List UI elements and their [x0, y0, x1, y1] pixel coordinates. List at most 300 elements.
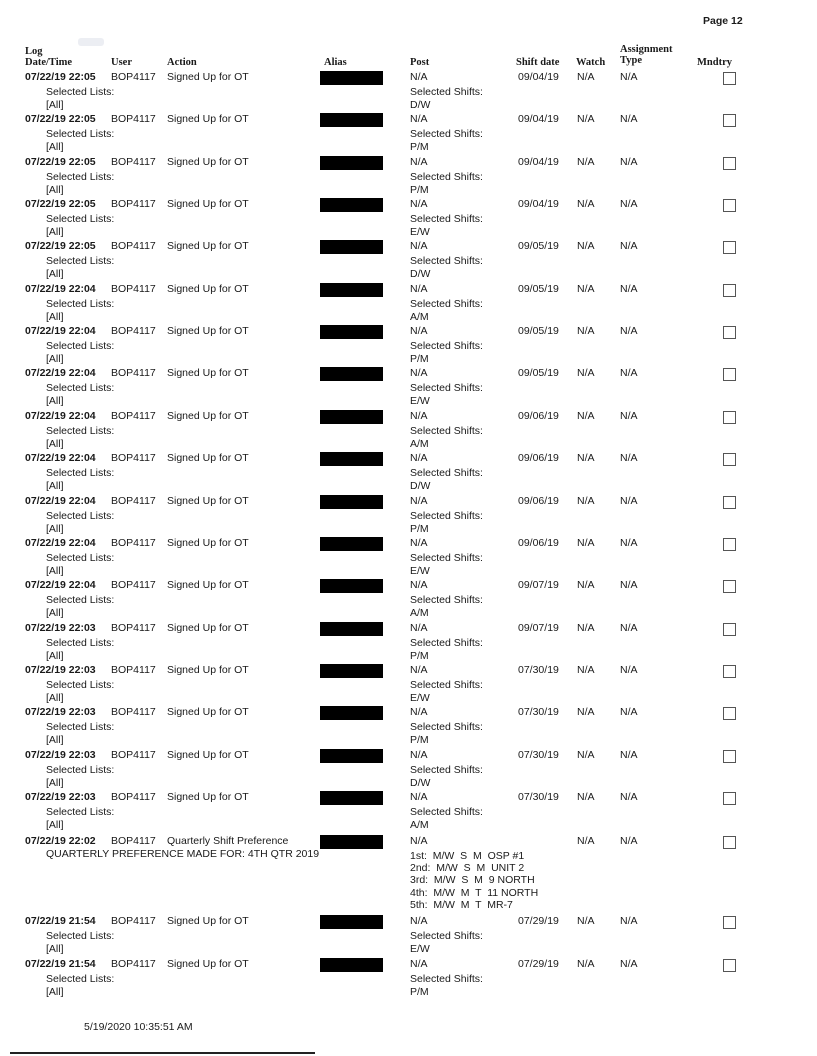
log-action: Signed Up for OT [167, 71, 249, 83]
log-datetime: 07/22/19 22:03 [25, 790, 96, 803]
log-shift-date: 09/04/19 [518, 113, 559, 126]
selected-lists-value: [All] [46, 985, 64, 998]
log-user: BOP4117 [111, 494, 156, 507]
log-user: BOP4117 [111, 790, 156, 803]
selected-lists-label: Selected Lists: [46, 297, 115, 310]
selected-shifts-label: Selected Shifts: [410, 636, 483, 649]
log-assignment-type: N/A [620, 198, 638, 211]
log-watch: N/A [577, 71, 595, 83]
selected-shifts-value: A/M [410, 437, 429, 450]
selected-lists-value: [All] [46, 943, 64, 955]
log-watch: N/A [577, 915, 595, 927]
log-user: BOP4117 [111, 663, 156, 676]
log-record [0, 156, 817, 198]
log-assignment-type: N/A [620, 367, 638, 380]
scan-smudge [78, 38, 104, 46]
selected-shifts-label: Selected Shifts: [410, 86, 483, 98]
log-watch: N/A [577, 452, 595, 465]
selected-shifts-label: Selected Shifts: [410, 467, 483, 480]
log-post: N/A [410, 663, 428, 676]
log-assignment-type: N/A [620, 536, 638, 549]
alias-redaction [320, 706, 383, 720]
header-assignment-line1: Assignment [620, 44, 673, 55]
mandatory-checkbox[interactable] [723, 241, 736, 254]
print-timestamp: 5/19/2020 10:35:51 AM [84, 1021, 193, 1033]
selected-lists-value: [All] [46, 353, 64, 366]
selected-lists-value: [All] [46, 226, 64, 239]
log-shift-date: 07/30/19 [518, 748, 559, 761]
selected-shifts-value: A/M [410, 607, 429, 620]
selected-lists-label: Selected Lists: [46, 509, 115, 522]
log-assignment-type: N/A [620, 790, 638, 803]
alias-redaction [320, 198, 383, 212]
selected-shifts-label: Selected Shifts: [410, 594, 483, 607]
log-assignment-type: N/A [620, 452, 638, 465]
selected-shifts-value: P/M [410, 985, 429, 998]
log-post: N/A [410, 367, 428, 380]
selected-shifts-value: D/W [410, 776, 431, 789]
mandatory-checkbox[interactable] [723, 750, 736, 763]
mandatory-checkbox[interactable] [723, 157, 736, 170]
selected-lists-label: Selected Lists: [46, 594, 115, 607]
log-user: BOP4117 [111, 915, 156, 927]
log-watch: N/A [577, 113, 595, 126]
header-mndtry: Mndtry [697, 57, 732, 68]
log-shift-date: 09/07/19 [518, 579, 559, 592]
log-shift-date: 09/04/19 [518, 155, 559, 168]
selected-shifts-label: Selected Shifts: [410, 255, 483, 268]
log-shift-date: 09/05/19 [518, 240, 559, 253]
mandatory-checkbox[interactable] [723, 284, 736, 297]
selected-lists-value: [All] [46, 183, 64, 196]
log-datetime: 07/22/19 22:03 [25, 663, 96, 676]
log-record [0, 240, 817, 282]
preference-line: 3rd: M/W S M 9 NORTH [410, 874, 535, 887]
mandatory-checkbox[interactable] [723, 114, 736, 127]
log-action: Signed Up for OT [167, 452, 249, 465]
log-assignment-type: N/A [620, 957, 638, 970]
log-shift-date: 09/07/19 [518, 621, 559, 634]
log-action: Signed Up for OT [167, 240, 249, 253]
quarterly-preference-note: QUARTERLY PREFERENCE MADE FOR: 4TH QTR 2019 [46, 848, 320, 860]
log-record [0, 915, 817, 957]
log-datetime: 07/22/19 22:05 [25, 113, 96, 126]
log-record [0, 410, 817, 452]
log-assignment-type: N/A [620, 113, 638, 126]
mandatory-checkbox[interactable] [723, 707, 736, 720]
log-shift-date: 09/05/19 [518, 282, 559, 295]
selected-shifts-label: Selected Shifts: [410, 509, 483, 522]
selected-shifts-value: E/W [410, 395, 430, 408]
log-record [0, 706, 817, 748]
header-post: Post [410, 57, 430, 68]
log-shift-date: 07/30/19 [518, 663, 559, 676]
mandatory-checkbox[interactable] [723, 72, 736, 85]
mandatory-checkbox[interactable] [723, 199, 736, 212]
selected-lists-value: [All] [46, 818, 64, 831]
log-watch: N/A [577, 663, 595, 676]
selected-lists-label: Selected Lists: [46, 424, 115, 437]
log-user: BOP4117 [111, 155, 156, 168]
selected-shifts-label: Selected Shifts: [410, 424, 483, 437]
log-record [0, 495, 817, 537]
alias-redaction [320, 915, 383, 929]
alias-redaction [320, 749, 383, 763]
log-record [0, 579, 817, 621]
log-post: N/A [410, 957, 428, 970]
selected-shifts-label: Selected Shifts: [410, 340, 483, 353]
mandatory-checkbox[interactable] [723, 411, 736, 424]
selected-shifts-value: E/W [410, 691, 430, 704]
log-action: Signed Up for OT [167, 325, 249, 338]
log-post: N/A [410, 409, 428, 422]
selected-shifts-label: Selected Shifts: [410, 972, 483, 985]
log-record [0, 452, 817, 494]
selected-lists-label: Selected Lists: [46, 170, 115, 183]
log-datetime: 07/22/19 22:04 [25, 536, 96, 549]
log-record [0, 325, 817, 367]
mandatory-checkbox[interactable] [723, 916, 736, 929]
selected-shifts-value: E/W [410, 943, 430, 955]
selected-lists-label: Selected Lists: [46, 763, 115, 776]
log-watch: N/A [577, 494, 595, 507]
log-datetime: 07/22/19 22:05 [25, 198, 96, 211]
selected-lists-value: [All] [46, 607, 64, 620]
log-datetime: 07/22/19 22:04 [25, 409, 96, 422]
log-record [0, 791, 817, 833]
log-datetime: 07/22/19 22:04 [25, 494, 96, 507]
mandatory-checkbox[interactable] [723, 792, 736, 805]
selected-shifts-value: P/M [410, 734, 429, 747]
alias-redaction [320, 537, 383, 551]
log-datetime: 07/22/19 21:54 [25, 915, 96, 927]
selected-lists-value: [All] [46, 522, 64, 535]
log-post: N/A [410, 282, 428, 295]
log-record [0, 71, 817, 113]
selected-shifts-value: P/M [410, 183, 429, 196]
log-record [0, 622, 817, 664]
log-watch: N/A [577, 706, 595, 719]
log-watch: N/A [577, 282, 595, 295]
log-post: N/A [410, 835, 428, 847]
log-shift-date: 09/04/19 [518, 198, 559, 211]
log-post: N/A [410, 748, 428, 761]
log-action: Signed Up for OT [167, 706, 249, 719]
selected-shifts-value: P/M [410, 522, 429, 535]
mandatory-checkbox[interactable] [723, 580, 736, 593]
log-action: Signed Up for OT [167, 957, 249, 970]
log-assignment-type: N/A [620, 621, 638, 634]
log-datetime: 07/22/19 21:54 [25, 957, 96, 970]
log-watch: N/A [577, 155, 595, 168]
selected-shifts-value: E/W [410, 226, 430, 239]
log-action: Signed Up for OT [167, 113, 249, 126]
alias-redaction [320, 579, 383, 593]
log-user: BOP4117 [111, 282, 156, 295]
preference-line: 5th: M/W M T MR-7 [410, 898, 513, 911]
log-record [0, 113, 817, 155]
selected-lists-label: Selected Lists: [46, 128, 115, 141]
log-datetime: 07/22/19 22:04 [25, 325, 96, 338]
selected-lists-value: [All] [46, 691, 64, 704]
log-action: Signed Up for OT [167, 915, 249, 927]
selected-shifts-value: P/M [410, 141, 429, 154]
selected-shifts-label: Selected Shifts: [410, 297, 483, 310]
log-shift-date: 09/06/19 [518, 409, 559, 422]
selected-lists-value: [All] [46, 395, 64, 408]
alias-redaction [320, 240, 383, 254]
log-assignment-type: N/A [620, 748, 638, 761]
selected-shifts-value: P/M [410, 353, 429, 366]
log-assignment-type: N/A [620, 282, 638, 295]
mandatory-checkbox[interactable] [723, 959, 736, 972]
log-action: Signed Up for OT [167, 155, 249, 168]
log-post: N/A [410, 915, 428, 927]
selected-shifts-label: Selected Shifts: [410, 805, 483, 818]
log-user: BOP4117 [111, 579, 156, 592]
log-action: Signed Up for OT [167, 621, 249, 634]
log-action: Signed Up for OT [167, 409, 249, 422]
log-watch: N/A [577, 748, 595, 761]
log-post: N/A [410, 452, 428, 465]
log-post: N/A [410, 621, 428, 634]
log-action: Signed Up for OT [167, 198, 249, 211]
selected-lists-label: Selected Lists: [46, 213, 115, 226]
log-assignment-type: N/A [620, 325, 638, 338]
alias-redaction [320, 410, 383, 424]
selected-shifts-value: E/W [410, 564, 430, 577]
log-user: BOP4117 [111, 706, 156, 719]
selected-lists-value: [All] [46, 734, 64, 747]
log-user: BOP4117 [111, 325, 156, 338]
alias-redaction [320, 325, 383, 339]
selected-lists-label: Selected Lists: [46, 805, 115, 818]
log-post: N/A [410, 706, 428, 719]
log-assignment-type: N/A [620, 706, 638, 719]
alias-redaction [320, 283, 383, 297]
log-action: Quarterly Shift Preference [167, 835, 289, 847]
selected-lists-value: [All] [46, 310, 64, 323]
selected-lists-value: [All] [46, 776, 64, 789]
selected-lists-value: [All] [46, 437, 64, 450]
selected-shifts-label: Selected Shifts: [410, 678, 483, 691]
mandatory-checkbox[interactable] [723, 326, 736, 339]
selected-shifts-value: A/M [410, 818, 429, 831]
log-watch: N/A [577, 325, 595, 338]
selected-shifts-value: A/M [410, 310, 429, 323]
header-watch: Watch [576, 57, 606, 68]
selected-lists-label: Selected Lists: [46, 255, 115, 268]
log-user: BOP4117 [111, 198, 156, 211]
footer-rule [10, 1052, 315, 1054]
log-record-preference [0, 835, 817, 913]
log-assignment-type: N/A [620, 579, 638, 592]
log-watch: N/A [577, 536, 595, 549]
log-user: BOP4117 [111, 240, 156, 253]
log-watch: N/A [577, 790, 595, 803]
selected-lists-label: Selected Lists: [46, 636, 115, 649]
selected-lists-label: Selected Lists: [46, 467, 115, 480]
selected-shifts-label: Selected Shifts: [410, 128, 483, 141]
log-datetime: 07/22/19 22:05 [25, 71, 96, 83]
alias-redaction [320, 71, 383, 85]
log-shift-date: 07/30/19 [518, 790, 559, 803]
log-action: Signed Up for OT [167, 748, 249, 761]
selected-shifts-label: Selected Shifts: [410, 930, 483, 942]
log-user: BOP4117 [111, 113, 156, 126]
log-datetime: 07/22/19 22:04 [25, 452, 96, 465]
selected-shifts-label: Selected Shifts: [410, 763, 483, 776]
log-post: N/A [410, 155, 428, 168]
log-watch: N/A [577, 409, 595, 422]
alias-redaction [320, 156, 383, 170]
log-datetime: 07/22/19 22:03 [25, 706, 96, 719]
log-record [0, 958, 817, 1000]
log-assignment-type: N/A [620, 915, 638, 927]
selected-lists-value: [All] [46, 649, 64, 662]
header-assignment-type: Type [620, 55, 642, 66]
alias-redaction [320, 113, 383, 127]
log-assignment-type: N/A [620, 835, 638, 847]
log-watch: N/A [577, 835, 595, 847]
alias-redaction [320, 367, 383, 381]
log-action: Signed Up for OT [167, 790, 249, 803]
log-post: N/A [410, 494, 428, 507]
log-record [0, 537, 817, 579]
alias-redaction [320, 622, 383, 636]
log-action: Signed Up for OT [167, 579, 249, 592]
selected-shifts-value: D/W [410, 268, 431, 281]
selected-lists-value: [All] [46, 268, 64, 281]
log-datetime: 07/22/19 22:03 [25, 621, 96, 634]
log-post: N/A [410, 113, 428, 126]
log-post: N/A [410, 579, 428, 592]
log-assignment-type: N/A [620, 494, 638, 507]
header-datetime: Date/Time [25, 57, 73, 68]
log-shift-date: 09/06/19 [518, 452, 559, 465]
log-datetime: 07/22/19 22:03 [25, 748, 96, 761]
log-user: BOP4117 [111, 367, 156, 380]
log-post: N/A [410, 71, 428, 83]
selected-shifts-label: Selected Shifts: [410, 213, 483, 226]
alias-redaction [320, 791, 383, 805]
log-record [0, 664, 817, 706]
log-shift-date: 07/29/19 [518, 915, 559, 927]
log-watch: N/A [577, 240, 595, 253]
selected-shifts-value: D/W [410, 480, 431, 493]
alias-redaction [320, 958, 383, 972]
log-user: BOP4117 [111, 71, 156, 83]
log-shift-date: 07/30/19 [518, 706, 559, 719]
alias-redaction [320, 495, 383, 509]
log-watch: N/A [577, 957, 595, 970]
header-log-line1: Log [25, 46, 43, 57]
mandatory-checkbox[interactable] [723, 665, 736, 678]
log-user: BOP4117 [111, 536, 156, 549]
log-user: BOP4117 [111, 835, 156, 847]
selected-lists-label: Selected Lists: [46, 721, 115, 734]
log-datetime: 07/22/19 22:04 [25, 579, 96, 592]
header-user: User [111, 57, 132, 68]
alias-redaction [320, 664, 383, 678]
selected-lists-label: Selected Lists: [46, 678, 115, 691]
selected-lists-value: [All] [46, 99, 64, 111]
log-datetime: 07/22/19 22:04 [25, 282, 96, 295]
log-user: BOP4117 [111, 409, 156, 422]
log-action: Signed Up for OT [167, 282, 249, 295]
preference-line: 1st: M/W S M OSP #1 [410, 850, 525, 862]
log-post: N/A [410, 536, 428, 549]
log-user: BOP4117 [111, 452, 156, 465]
log-shift-date: 07/29/19 [518, 957, 559, 970]
alias-redaction [320, 452, 383, 466]
selected-lists-label: Selected Lists: [46, 382, 115, 395]
selected-shifts-label: Selected Shifts: [410, 170, 483, 183]
log-watch: N/A [577, 621, 595, 634]
log-user: BOP4117 [111, 621, 156, 634]
mandatory-checkbox[interactable] [723, 623, 736, 636]
log-post: N/A [410, 325, 428, 338]
selected-shifts-label: Selected Shifts: [410, 551, 483, 564]
selected-lists-label: Selected Lists: [46, 551, 115, 564]
log-datetime: 07/22/19 22:05 [25, 240, 96, 253]
header-alias: Alias [324, 57, 347, 68]
header-shift-date: Shift date [516, 57, 560, 68]
log-record [0, 749, 817, 791]
log-shift-date: 09/04/19 [518, 71, 559, 83]
selected-lists-label: Selected Lists: [46, 340, 115, 353]
preference-line: 4th: M/W M T 11 NORTH [410, 886, 539, 899]
mandatory-checkbox[interactable] [723, 836, 736, 849]
log-watch: N/A [577, 367, 595, 380]
log-datetime: 07/22/19 22:04 [25, 367, 96, 380]
log-post: N/A [410, 240, 428, 253]
log-shift-date: 09/05/19 [518, 325, 559, 338]
mandatory-checkbox[interactable] [723, 368, 736, 381]
selected-lists-label: Selected Lists: [46, 972, 115, 985]
page-number: Page 12 [703, 15, 743, 27]
selected-lists-label: Selected Lists: [46, 930, 115, 942]
log-action: Signed Up for OT [167, 536, 249, 549]
log-user: BOP4117 [111, 957, 156, 970]
mandatory-checkbox[interactable] [723, 496, 736, 509]
log-shift-date: 09/06/19 [518, 494, 559, 507]
log-post: N/A [410, 790, 428, 803]
log-watch: N/A [577, 198, 595, 211]
log-assignment-type: N/A [620, 71, 638, 83]
log-action: Signed Up for OT [167, 663, 249, 676]
log-record [0, 367, 817, 409]
alias-redaction [320, 835, 383, 849]
header-action: Action [167, 57, 197, 68]
selected-lists-value: [All] [46, 480, 64, 493]
log-datetime: 07/22/19 22:02 [25, 835, 96, 847]
selected-lists-label: Selected Lists: [46, 86, 115, 98]
selected-shifts-label: Selected Shifts: [410, 382, 483, 395]
log-shift-date: 09/05/19 [518, 367, 559, 380]
log-datetime: 07/22/19 22:05 [25, 155, 96, 168]
log-record [0, 283, 817, 325]
selected-lists-value: [All] [46, 564, 64, 577]
log-watch: N/A [577, 579, 595, 592]
selected-shifts-value: P/M [410, 649, 429, 662]
selected-shifts-value: D/W [410, 99, 431, 111]
log-assignment-type: N/A [620, 155, 638, 168]
mandatory-checkbox[interactable] [723, 453, 736, 466]
preference-line: 2nd: M/W S M UNIT 2 [410, 862, 525, 875]
mandatory-checkbox[interactable] [723, 538, 736, 551]
log-assignment-type: N/A [620, 663, 638, 676]
